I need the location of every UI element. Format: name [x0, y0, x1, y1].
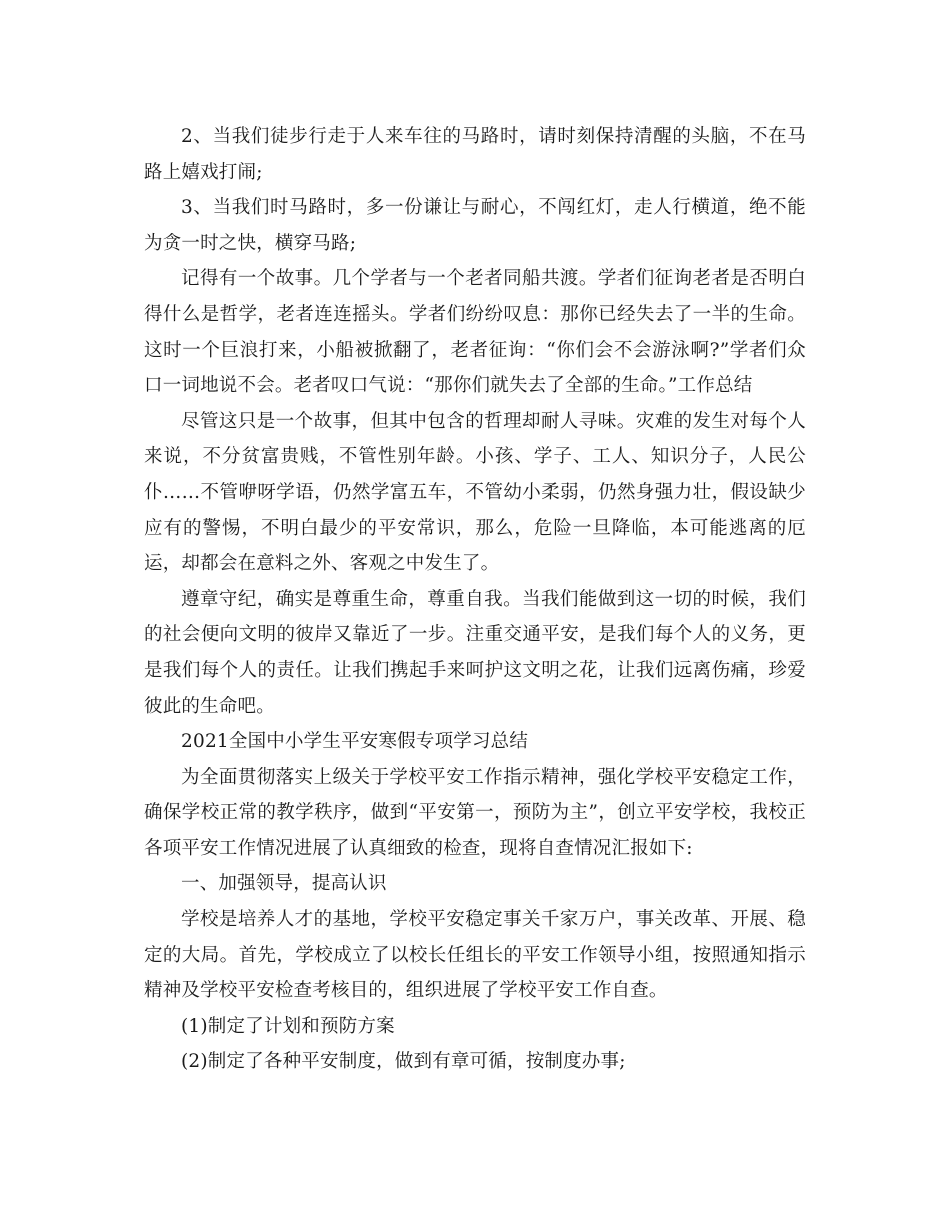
paragraph-rule-2: 2、当我们徒步行走于人来车往的马路时，请时刻保持清醒的头脑，不在马路上嬉戏打闹; [144, 126, 806, 183]
paragraph-story: 记得有一个故事。几个学者与一个老者同船共渡。学者们征询老者是否明白得什么是哲学，老者连连摇头。学者们纷纷叹息：那你已经失去了一半的生命。这时一个巨浪打来，小船被掀翻了，老者征询：“你们会不会游泳啊?”学者们众口一词地说不会。老者叹口气说：“那你们就失去了全部的生命。”工作总结 [144, 268, 806, 397]
list-item-2: (2)制定了各种平安制度，做到有章可循，按制度办事; [181, 1051, 626, 1073]
list-item-1: (1)制定了计划和预防方案 [181, 1015, 395, 1037]
paragraph-school-base: 学校是培养人才的基地，学校平安稳定事关千家万户，事关改革、开展、稳定的大局。首先，学校成立了以校长任组长的平安工作领导小组，按照通知指示精神及学校平安检查考核目的，组织进展了学校平安工作自查。 [144, 909, 806, 1002]
paragraph-intro: 为全面贯彻落实上级关于学校平安工作指示精神，强化学校平安稳定工作，确保学校正常的教学秩序，做到“平安第一，预防为主”，创立平安学校，我校正各项平安工作情况进展了认真细致的检查，现将自查情况汇报如下: [144, 766, 806, 859]
heading-leadership: 一、加强领导，提高认识 [181, 873, 387, 895]
section-title: 2021全国中小学生平安寒假专项学习总结 [181, 731, 529, 753]
document-body [144, 119, 806, 1080]
paragraph-rule-3: 3、当我们时马路时，多一份谦让与耐心，不闯红灯，走人行横道，绝不能为贪一时之快，横穿马路; [144, 197, 806, 254]
paragraph-respect-life: 遵章守纪，确实是尊重生命，尊重自我。当我们能做到这一切的时候，我们的社会便向文明的彼岸又靠近了一步。注重交通平安，是我们每个人的义务，更是我们每个人的责任。让我们携起手来呵护这文明之花，让我们远离伤痛，珍爱彼此的生命吧。 [144, 588, 806, 717]
paragraph-story-meaning: 尽管这只是一个故事，但其中包含的哲理却耐人寻味。灾难的发生对每个人来说，不分贫富贵贱，不管性别年龄。小孩、学子、工人、知识分子，人民公仆……不管咿呀学语，仍然学富五车，不管幼小柔弱，仍然身强力壮，假设缺少应有的警惕，不明白最少的平安常识，那么，危险一旦降临，本可能逃离的厄运，却都会在意料之外、客观之中发生了。 [144, 410, 806, 575]
